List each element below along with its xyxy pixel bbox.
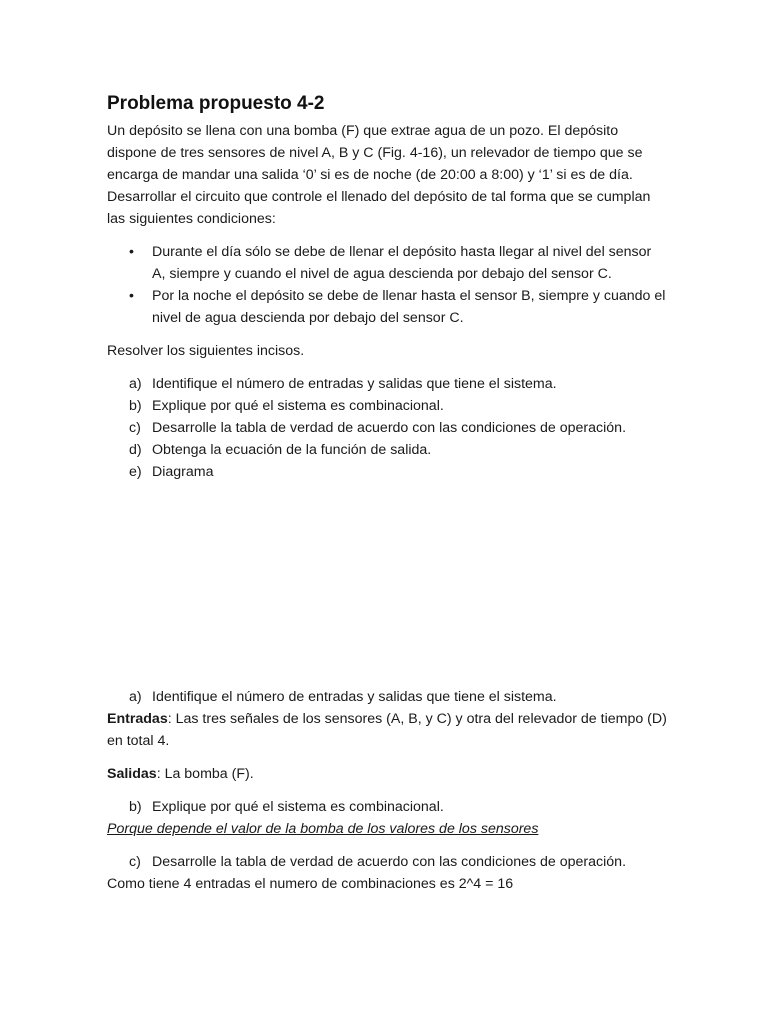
answer-a-heading	[107, 686, 667, 708]
answer-c-heading	[107, 851, 667, 873]
condition-item-day	[107, 241, 667, 285]
question-text: Desarrolle la tabla de verdad de acuerdo con las condiciones de operación.	[152, 854, 627, 870]
question-label: e)	[129, 464, 142, 480]
bullet-icon: •	[129, 288, 134, 304]
question-label: c)	[129, 854, 141, 870]
question-text: Identifique el número de entradas y salidas que tiene el sistema.	[152, 689, 557, 705]
questions-list	[107, 373, 667, 483]
document-page	[107, 92, 667, 895]
inputs-answer	[107, 708, 667, 752]
condition-item-night	[107, 285, 667, 329]
question-text: Obtenga la ecuación de la función de salida.	[152, 442, 432, 458]
outputs-answer	[107, 763, 667, 785]
outputs-label: Salidas	[107, 766, 157, 782]
answer-b-text: Porque depende el valor de la bomba de los valores de los sensores	[107, 821, 539, 837]
question-text: Identifique el número de entradas y salidas que tiene el sistema.	[152, 376, 557, 392]
inputs-label: Entradas	[107, 711, 168, 727]
condition-text: Por la noche el depósito se debe de llenar hasta el sensor B, siempre y cuando el nivel de agua descienda por debajo del sensor C.	[152, 288, 666, 326]
answer-b-heading	[107, 796, 667, 818]
question-label: a)	[129, 689, 142, 705]
resolve-instruction: Resolver los siguientes incisos.	[107, 343, 305, 359]
question-item	[107, 395, 667, 417]
question-label: b)	[129, 799, 142, 815]
question-text: Diagrama	[152, 464, 214, 480]
combinations-text: Como tiene 4 entradas el numero de combinaciones es 2^4 = 16	[107, 876, 514, 892]
question-item	[107, 461, 667, 483]
question-item	[107, 439, 667, 461]
question-label: b)	[129, 398, 142, 414]
condition-text: Durante el día sólo se debe de llenar el depósito hasta llegar al nivel del sensor A, siempre y cuando el nivel de agua descienda por debajo del sensor C.	[152, 244, 652, 282]
document-title: Problema propuesto 4-2	[107, 93, 325, 114]
question-item	[107, 796, 667, 818]
question-item	[107, 417, 667, 439]
question-item	[107, 686, 667, 708]
question-item	[107, 373, 667, 395]
intro-paragraph: Un depósito se llena con una bomba (F) que extrae agua de un pozo. El depósito dispone de tres sensores de nivel A, B y C (Fig. 4-16), un relevador de tiempo que se encarga de mandar una salida ‘0’ si es de noche (de 20:00 a 8:00) y ‘1’ si es de día. Desarrollar el circuito que controle el llenado del depósito de tal forma que se cumplan las siguientes condiciones:	[107, 123, 651, 227]
outputs-text: : La bomba (F).	[156, 766, 254, 782]
question-label: d)	[129, 442, 142, 458]
question-text: Desarrolle la tabla de verdad de acuerdo con las condiciones de operación.	[152, 420, 627, 436]
bullet-icon: •	[129, 244, 134, 260]
diagram-area	[107, 483, 667, 686]
question-text: Explique por qué el sistema es combinacional.	[152, 799, 444, 815]
question-label: c)	[129, 420, 141, 436]
question-text: Explique por qué el sistema es combinacional.	[152, 398, 444, 414]
question-item	[107, 851, 667, 873]
conditions-list	[107, 241, 667, 329]
inputs-text: : Las tres señales de los sensores (A, B, y C) y otra del relevador de tiempo (D) en total 4.	[107, 711, 667, 749]
question-label: a)	[129, 376, 142, 392]
